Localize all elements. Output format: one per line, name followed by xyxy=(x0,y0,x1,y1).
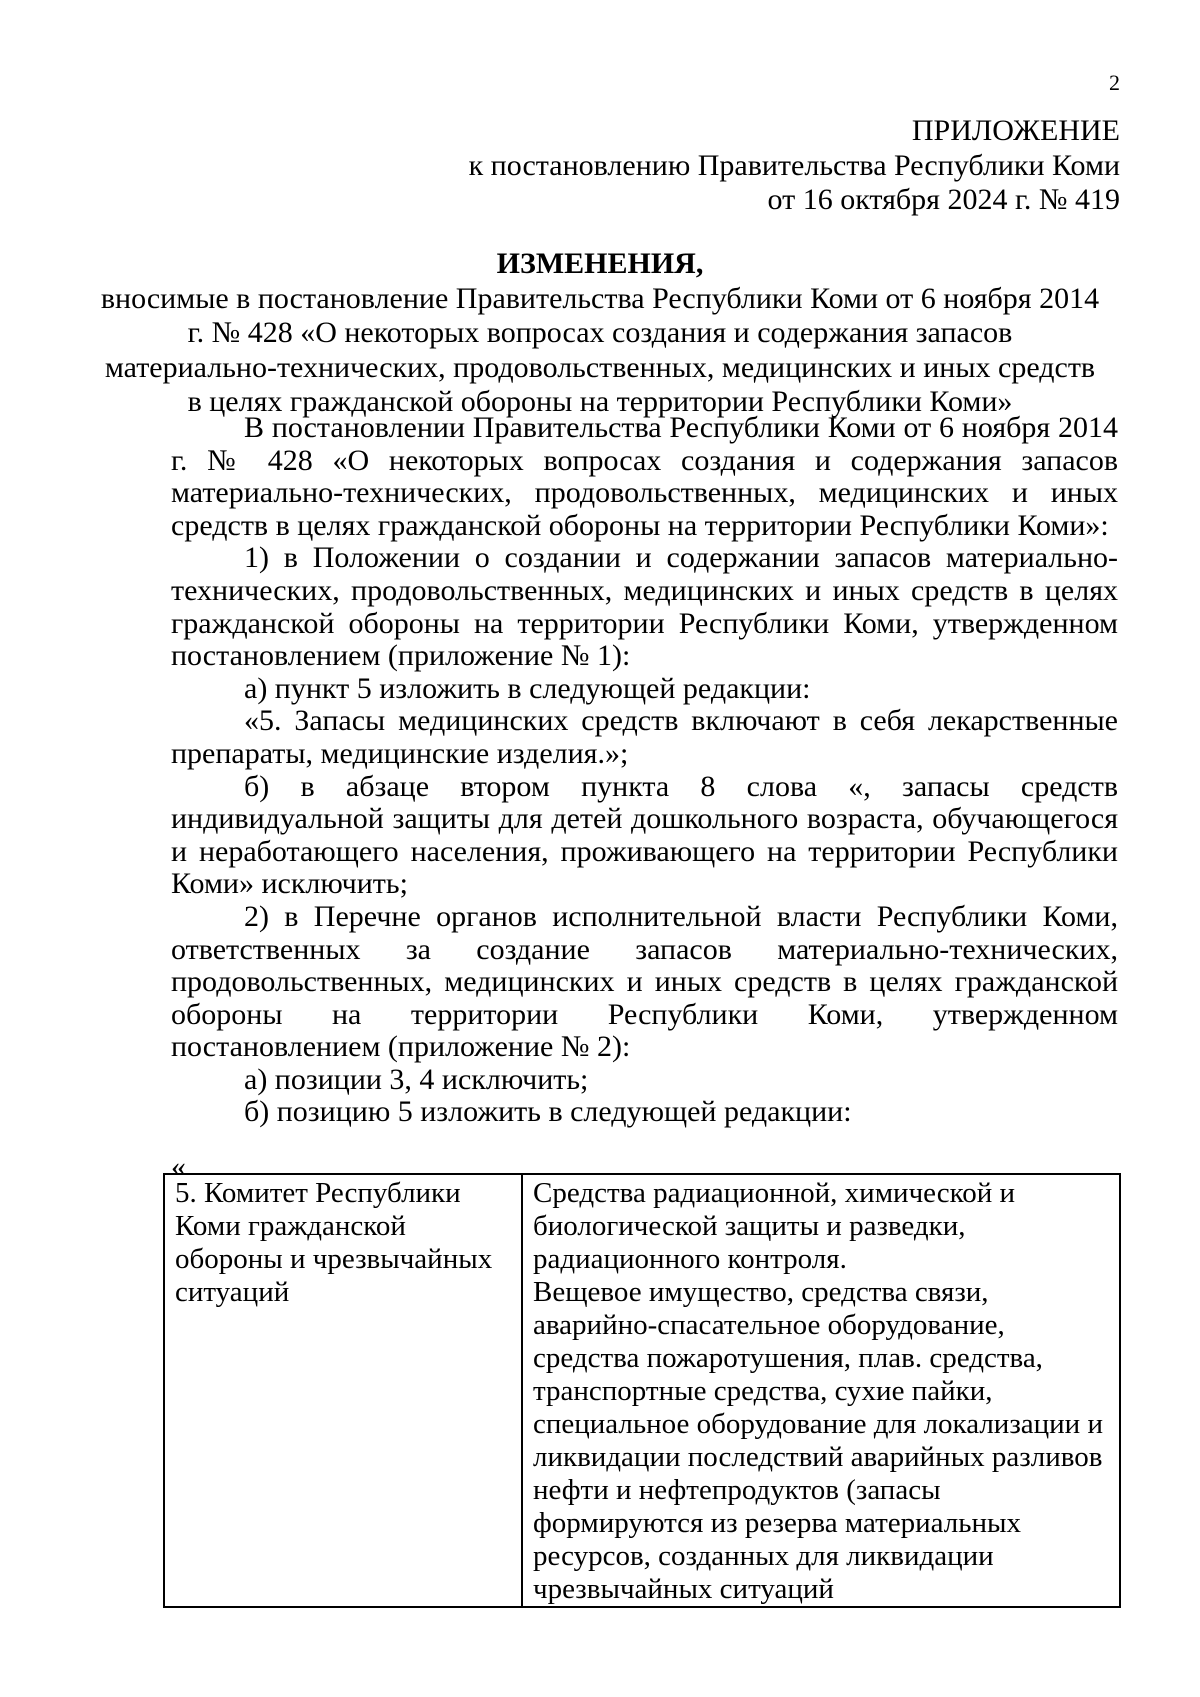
page-number: 2 xyxy=(1109,70,1120,95)
paragraph: 1) в Положении о создании и содержании запасов материально-технических, продовольственных, медицинских и иных средств в целях гражданской обороны на территории Республики Коми, утвержденном постановлением (приложение № 1): xyxy=(171,541,1118,673)
paragraph: В постановлении Правительства Республики Коми от 6 ноября 2014 г. № 428 «О некоторых вопросах создания и содержания запасов материально-технических, продовольственных, медицинских и иных средств в целях гражданской обороны на территории Республики Коми»: xyxy=(171,411,1118,542)
appendix-label: ПРИЛОЖЕНИЕ xyxy=(911,114,1120,147)
document-subtitle: вносимые в постановление Правительства Республики Коми от 6 ноября 2014 г. № 428 «О некоторых вопросах создания и содержания запасов материально-технических, продовольственных, медицинских и иных средств в целях гражданской обороны на территории Республики Коми» xyxy=(100,281,1100,418)
paragraph: а) пункт 5 изложить в следующей редакции: xyxy=(244,671,811,705)
appendix-header xyxy=(300,114,1120,218)
means-cell xyxy=(522,1174,1120,1607)
paragraph: 2) в Перечне органов исполнительной власти Республики Коми, ответственных за создание запасов материально-технических, продовольственных, медицинских и иных средств в целях гражданской обороны на территории Республики Коми, утвержденном постановлением (приложение № 2): xyxy=(171,899,1118,1064)
document-body xyxy=(171,412,1118,1129)
opening-quote-mark: « xyxy=(171,1150,186,1183)
appendix-date-number: от 16 октября 2024 г. № 419 xyxy=(767,183,1120,216)
document-title xyxy=(100,247,1100,420)
paragraph: «5. Запасы медицинских средств включают в себя лекарственные препараты, медицинские изделия.»; xyxy=(171,704,1118,770)
paragraph: а) позиции 3, 4 исключить; xyxy=(244,1062,589,1096)
document-heading: ИЗМЕНЕНИЯ, xyxy=(496,247,704,280)
means-text: Вещевое имущество, средства связи, аварийно-спасательное оборудование, средства пожаротушения, плав. средства, транспортные средства, сухие пайки, специальное оборудование для локализации и ликвидации последствий аварийных разливов нефти и нефтепродуктов (запасы формируются из резерва материальных ресурсов, созданных для ликвидации чрезвычайных ситуаций xyxy=(533,1276,1103,1605)
organ-cell: 5. Комитет Республики Коми гражданской обороны и чрезвычайных ситуаций xyxy=(164,1174,522,1607)
paragraph: б) в абзаце втором пункта 8 слова «, запасы средств индивидуальной защиты для детей дошкольного возраста, обучающегося и неработающего населения, проживающего на территории Республики Коми» исключить; xyxy=(171,769,1118,901)
appendix-reference: к постановлению Правительства Республики Коми xyxy=(468,148,1120,182)
paragraph: б) позицию 5 изложить в следующей редакции: xyxy=(244,1095,852,1129)
table-row xyxy=(164,1174,1120,1607)
positions-table xyxy=(163,1173,1121,1608)
means-text: Средства радиационной, химической и биологической защиты и разведки, радиационного контроля. xyxy=(533,1177,1016,1275)
